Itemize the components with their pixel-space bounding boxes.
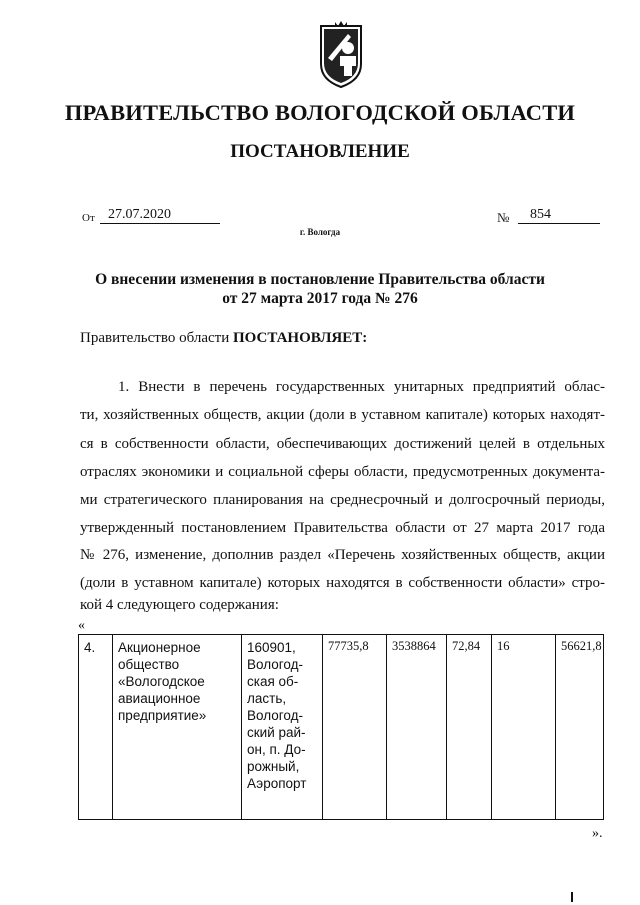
address-cell [242, 635, 323, 820]
value-cell-1: 77735,8 [323, 635, 387, 820]
page-mark [571, 892, 573, 902]
address-line: ский рай- [247, 725, 306, 740]
paragraph-line: кой 4 следующего содержания: [80, 597, 279, 613]
decree-keyword: ПОСТАНОВЛЯЕТ: [232, 330, 368, 346]
paragraph-line: утвержденный постановлением Правительства области от 27 марта 2017 года [80, 520, 605, 536]
address-line: рожный, [247, 759, 300, 774]
value-cell-3: 72,84 [447, 635, 492, 820]
authority-title: ПРАВИТЕЛЬСТВО ВОЛОГОДСКОЙ ОБЛАСТИ [64, 100, 576, 125]
paragraph-line: отраслях экономики и социальной сферы области, предусмотренных документа- [80, 464, 605, 480]
paragraph-line: ся в собственности области, обеспечивающих достижений целей в отдельных [80, 436, 605, 452]
decree-prefix: Правительство области [80, 330, 233, 346]
address-line: Аэропорт [247, 776, 307, 791]
subject-line-2: от 27 марта 2017 года № 276 [222, 290, 418, 307]
document-type: ПОСТАНОВЛЕНИЕ [230, 141, 410, 162]
paragraph-line: ти, хозяйственных обществ, акции (доли в уставном капитале) которых находят- [80, 407, 605, 423]
row-index: 4. [79, 635, 113, 820]
table-row [79, 635, 604, 820]
date-label: От [82, 212, 95, 224]
company-name-line: авиационное [118, 691, 201, 706]
paragraph-line: № 276, изменение, дополнив раздел «Перечень хозяйственных обществ, акции [80, 547, 605, 563]
company-name-line: «Вологодское [118, 674, 205, 689]
subject-line-1: О внесении изменения в постановление Правительства области [95, 271, 545, 288]
company-name-cell [113, 635, 242, 820]
company-name-line: Акционерное [118, 640, 201, 655]
address-line: Вологод- [247, 657, 303, 672]
paragraph-line: (доли в уставном капитале) которых находятся в собственности области» стро- [80, 575, 605, 591]
coat-of-arms-icon [318, 20, 364, 90]
decree-statement [80, 330, 367, 347]
value-cell-5: 56621,8 [556, 635, 604, 820]
value-cell-4: 16 [492, 635, 556, 820]
address-line: ская об- [247, 674, 299, 689]
document-date: 27.07.2020 [100, 207, 220, 224]
city-label: г. Вологда [299, 227, 341, 237]
address-line: 160901, [247, 640, 296, 655]
quote-open: « [78, 618, 85, 633]
document-number: 854 [518, 207, 600, 224]
address-line: Вологод- [247, 708, 303, 723]
paragraph-line: 1. Внести в перечень государственных унитарных предприятий облас- [118, 379, 605, 395]
company-name-line: предприятие» [118, 708, 207, 723]
address-line: ласть, [247, 691, 287, 706]
address-line: он, п. До- [247, 742, 306, 757]
paragraph-line: ми стратегического планирования на среднесрочный и долгосрочный периоды, [80, 492, 605, 508]
value-cell-2: 3538864 [387, 635, 447, 820]
company-name-line: общество [118, 657, 180, 672]
enterprise-table [78, 634, 604, 820]
number-label: № [497, 210, 510, 225]
quote-close: ». [592, 826, 603, 841]
